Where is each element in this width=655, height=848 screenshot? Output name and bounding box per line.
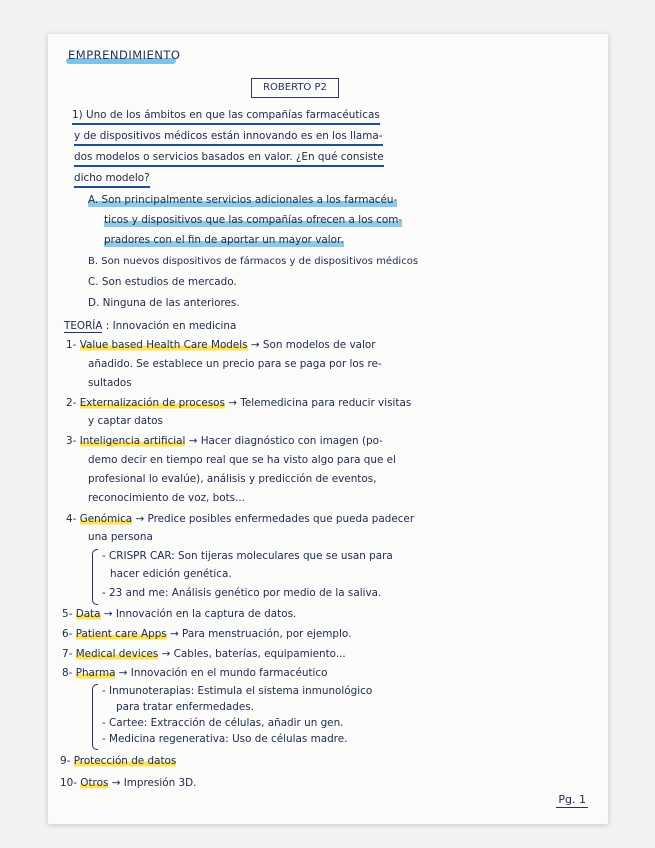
pharma-sub-2: para tratar enfermedades. [116, 701, 254, 713]
theory-item-7: 7- Medical devices → Cables, baterías, equipamiento... [62, 648, 346, 660]
option-a-line-2: ticos y dispositivos que las compañías ofrecen a los com- [104, 214, 403, 226]
page-title: EMPRENDIMIENTO [68, 48, 181, 62]
theory-item-4: 4- Genómica → Predice posibles enfermedades que pueda padecer [66, 513, 415, 525]
genomica-sub-3: - 23 and me: Análisis genético por medio de la saliva. [102, 587, 382, 599]
theory-item-3-cont-2: profesional lo evalúe), análisis y predicción de eventos, [88, 473, 377, 485]
question-line-2: y de dispositivos médicos están innovando es en los llama- [74, 129, 383, 146]
question-line-1: 1) Uno de los ámbitos en que las compañías farmacéuticas [72, 108, 380, 125]
option-c: C. Son estudios de mercado. [88, 276, 237, 288]
option-d: D. Ninguna de las anteriores. [88, 297, 240, 309]
question-line-3: dos modelos o servicios basados en valor. ¿En qué consiste [74, 150, 384, 167]
pharma-sub-4: - Medicina regenerativa: Uso de células madre. [102, 733, 348, 745]
theory-item-3-cont-1: demo decir en tiempo real que se ha visto algo para que el [88, 454, 396, 466]
student-name-box: ROBERTO P2 [251, 78, 339, 98]
question-line-4: dicho modelo? [74, 171, 150, 188]
genomica-brace [92, 549, 98, 605]
theory-item-5: 5- Data → Innovación en la captura de datos. [62, 608, 297, 620]
option-a-line-1: A. Son principalmente servicios adicionales a los farmacéu- [88, 194, 398, 206]
notebook-page [48, 34, 608, 824]
theory-item-2-cont-1: y captar datos [88, 415, 163, 427]
theory-item-10: 10- Otros → Impresión 3D. [60, 777, 197, 789]
theory-item-4-cont-1: una persona [88, 531, 153, 543]
theory-item-3: 3- Inteligencia artificial → Hacer diagnóstico con imagen (po- [66, 435, 383, 447]
pharma-brace [92, 684, 98, 750]
theory-item-1: 1- Value based Health Care Models → Son modelos de valor [66, 339, 376, 351]
genomica-sub-2: hacer edición genética. [110, 568, 232, 580]
page-number: Pg. 1 [558, 793, 586, 806]
theory-item-1-cont-1: añadido. Se establece un precio para se paga por los re- [88, 358, 382, 370]
theory-item-9: 9- Protección de datos [60, 755, 177, 767]
pharma-sub-1: - Inmunoterapias: Estimula el sistema inmunológico [102, 685, 373, 697]
theory-item-3-cont-3: reconocimiento de voz, bots... [88, 492, 245, 504]
theory-item-6: 6- Patient care Apps → Para menstruación, por ejemplo. [62, 628, 352, 640]
option-b: B. Son nuevos dispositivos de fármacos y de dispositivos médicos [88, 256, 419, 267]
option-a-line-3: pradores con el fin de aportar un mayor valor. [104, 234, 344, 246]
pharma-sub-3: - Cartee: Extracción de células, añadir un gen. [102, 717, 344, 729]
theory-heading: TEORÍA : Innovación en medicina [64, 320, 237, 332]
theory-item-8: 8- Pharma → Innovación en el mundo farmacéutico [62, 667, 328, 679]
genomica-sub-1: - CRISPR CAR: Son tijeras moleculares que se usan para [102, 550, 393, 562]
theory-item-1-cont-2: sultados [88, 377, 132, 389]
theory-item-2: 2- Externalización de procesos → Telemedicina para reducir visitas [66, 397, 412, 409]
